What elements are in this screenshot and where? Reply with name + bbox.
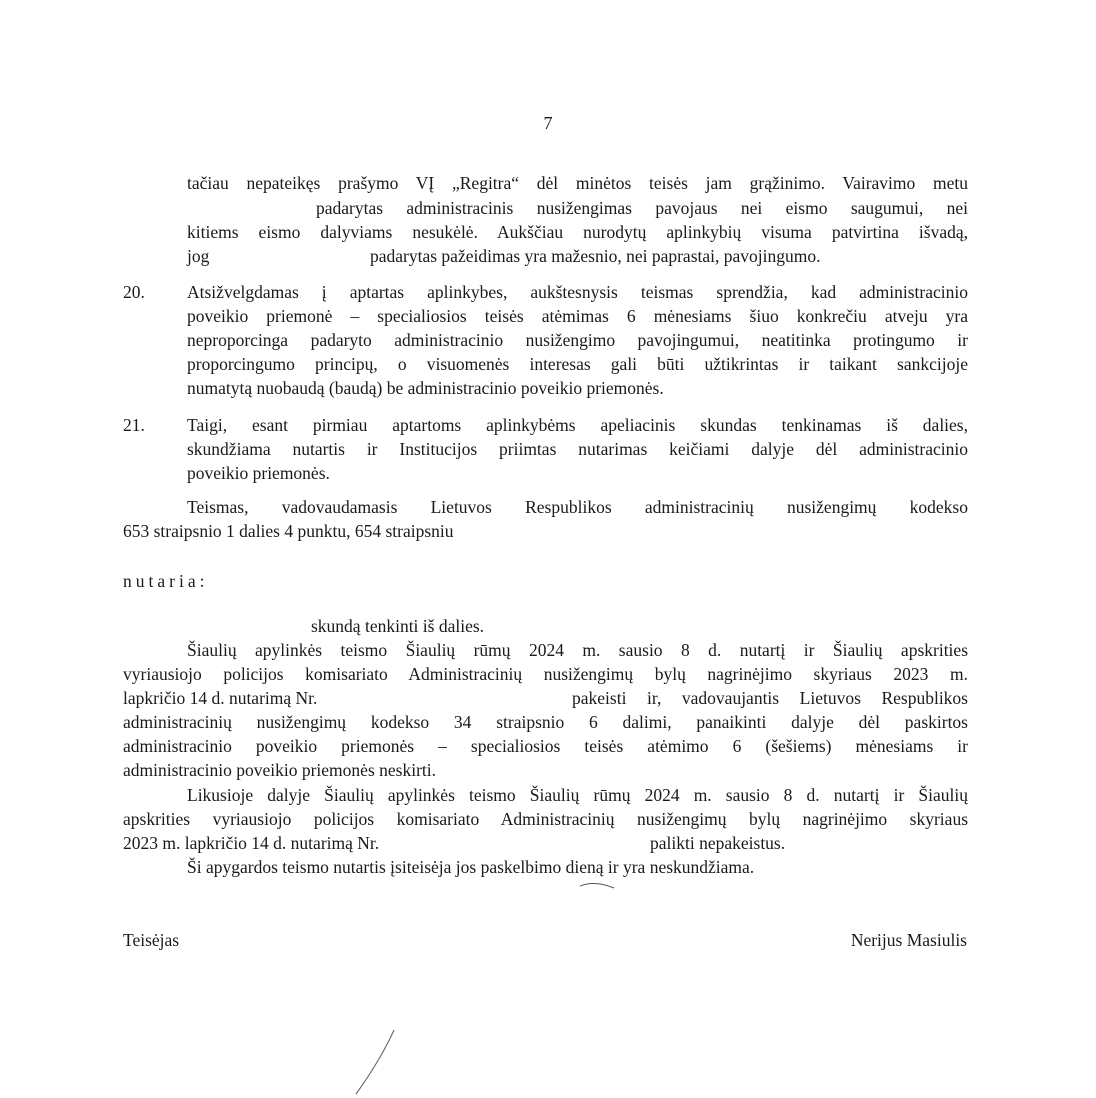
para19-line-3: kitiems eismo dalyviams nesukėlė. Aukščiau nurodytų aplinkybių visuma patvirtina išvadą, [187, 222, 968, 242]
para20-number: 20. [123, 282, 145, 302]
ruling-remaining-line-1: Likusioje dalyje Šiaulių apylinkės teismo Šiaulių rūmų 2024 m. sausio 8 d. nutartį ir Šiaulių [187, 785, 968, 805]
signature-title: Teisėjas [123, 930, 180, 950]
court-line-1: Teismas, vadovaudamasis Lietuvos Respublikos administracinių nusižengimų kodekso [187, 497, 968, 517]
ruling-effective: Ši apygardos teismo nutartis įsiteisėja jos paskelbimo dieną ir yra neskundžiama. [187, 857, 755, 877]
page-number: 7 [543, 113, 553, 133]
ruling-complaint: skundą tenkinti iš dalies. [311, 616, 485, 636]
para20-line-5: numatytą nuobaudą (baudą) be administracinio poveikio priemonės. [187, 378, 664, 398]
signature-name: Nerijus Masiulis [850, 930, 967, 950]
para20-line-1: Atsižvelgdamas į aptartas aplinkybes, aukštesnysis teismas sprendžia, kad administracinio [187, 282, 968, 302]
ruling-change-line-2: vyriausiojo policijos komisariato Administracinių nusižengimų bylų nagrinėjimo skyriaus 2023 m. [123, 664, 968, 684]
para20-line-4: proporcingumo principų, o visuomenės interesas gali būti užtikrintas ir taikant sankcijoje [187, 354, 968, 374]
court-line-2: 653 straipsnio 1 dalies 4 punktu, 654 straipsniu [123, 521, 454, 541]
ruling-change-line-1: Šiaulių apylinkės teismo Šiaulių rūmų 2024 m. sausio 8 d. nutartį ir Šiaulių apskrities [187, 640, 968, 660]
ruling-change-line-5: administracinio poveikio priemonės – specialiosios teisės atėmimo 6 (šešiems) mėnesiams ir [123, 736, 968, 756]
para19-line-1: tačiau nepateikęs prašymo VĮ „Regitra“ dėl minėtos teisės jam grąžinimo. Vairavimo metu [187, 173, 968, 193]
ruling-change-line-4: administracinių nusižengimų kodekso 34 straipsnio 6 dalimi, panaikinti dalyje dėl paskirtos [123, 712, 968, 732]
ruling-change-line-3b: pakeisti ir, vadovaujantis Lietuvos Respublikos [572, 688, 968, 708]
para20-line-2: poveikio priemonė – specialiosios teisės atėmimas 6 mėnesiams šiuo konkrečiu atveju yra [187, 306, 968, 326]
para19-line-2: padarytas administracinis nusižengimas pavojaus nei eismo saugumui, nei [316, 198, 968, 218]
para21-number: 21. [123, 415, 145, 435]
para20-line-3: neproporcinga padaryto administracinio nusižengimo pavojingumui, neatitinka protingumo ir [187, 330, 968, 350]
ruling-heading: nutaria: [123, 571, 209, 591]
para21-line-1: Taigi, esant pirmiau aptartoms aplinkybėms apeliacinis skundas tenkinamas iš dalies, [187, 415, 968, 435]
ruling-remaining-line-3b: palikti nepakeistus. [650, 833, 786, 853]
para19-line-4b: padarytas pažeidimas yra mažesnio, nei paprastai, pavojingumo. [370, 246, 821, 266]
para19-line-4a: jog [187, 246, 210, 266]
ruling-remaining-line-2: apskrities vyriausiojo policijos komisariato Administracinių nusižengimų bylų nagrinėjimo skyriaus [123, 809, 968, 829]
signature-stroke [350, 1028, 400, 1098]
ruling-change-line-6: administracinio poveikio priemonės neskirti. [123, 760, 436, 780]
pen-stroke-mark [578, 880, 618, 892]
para21-line-3: poveikio priemonės. [187, 463, 330, 483]
ruling-change-line-3a: lapkričio 14 d. nutarimą Nr. [123, 688, 318, 708]
para21-line-2: skundžiama nutartis ir Institucijos priimtas nutarimas keičiami dalyje dėl administracinio [187, 439, 968, 459]
ruling-remaining-line-3a: 2023 m. lapkričio 14 d. nutarimą Nr. [123, 833, 380, 853]
